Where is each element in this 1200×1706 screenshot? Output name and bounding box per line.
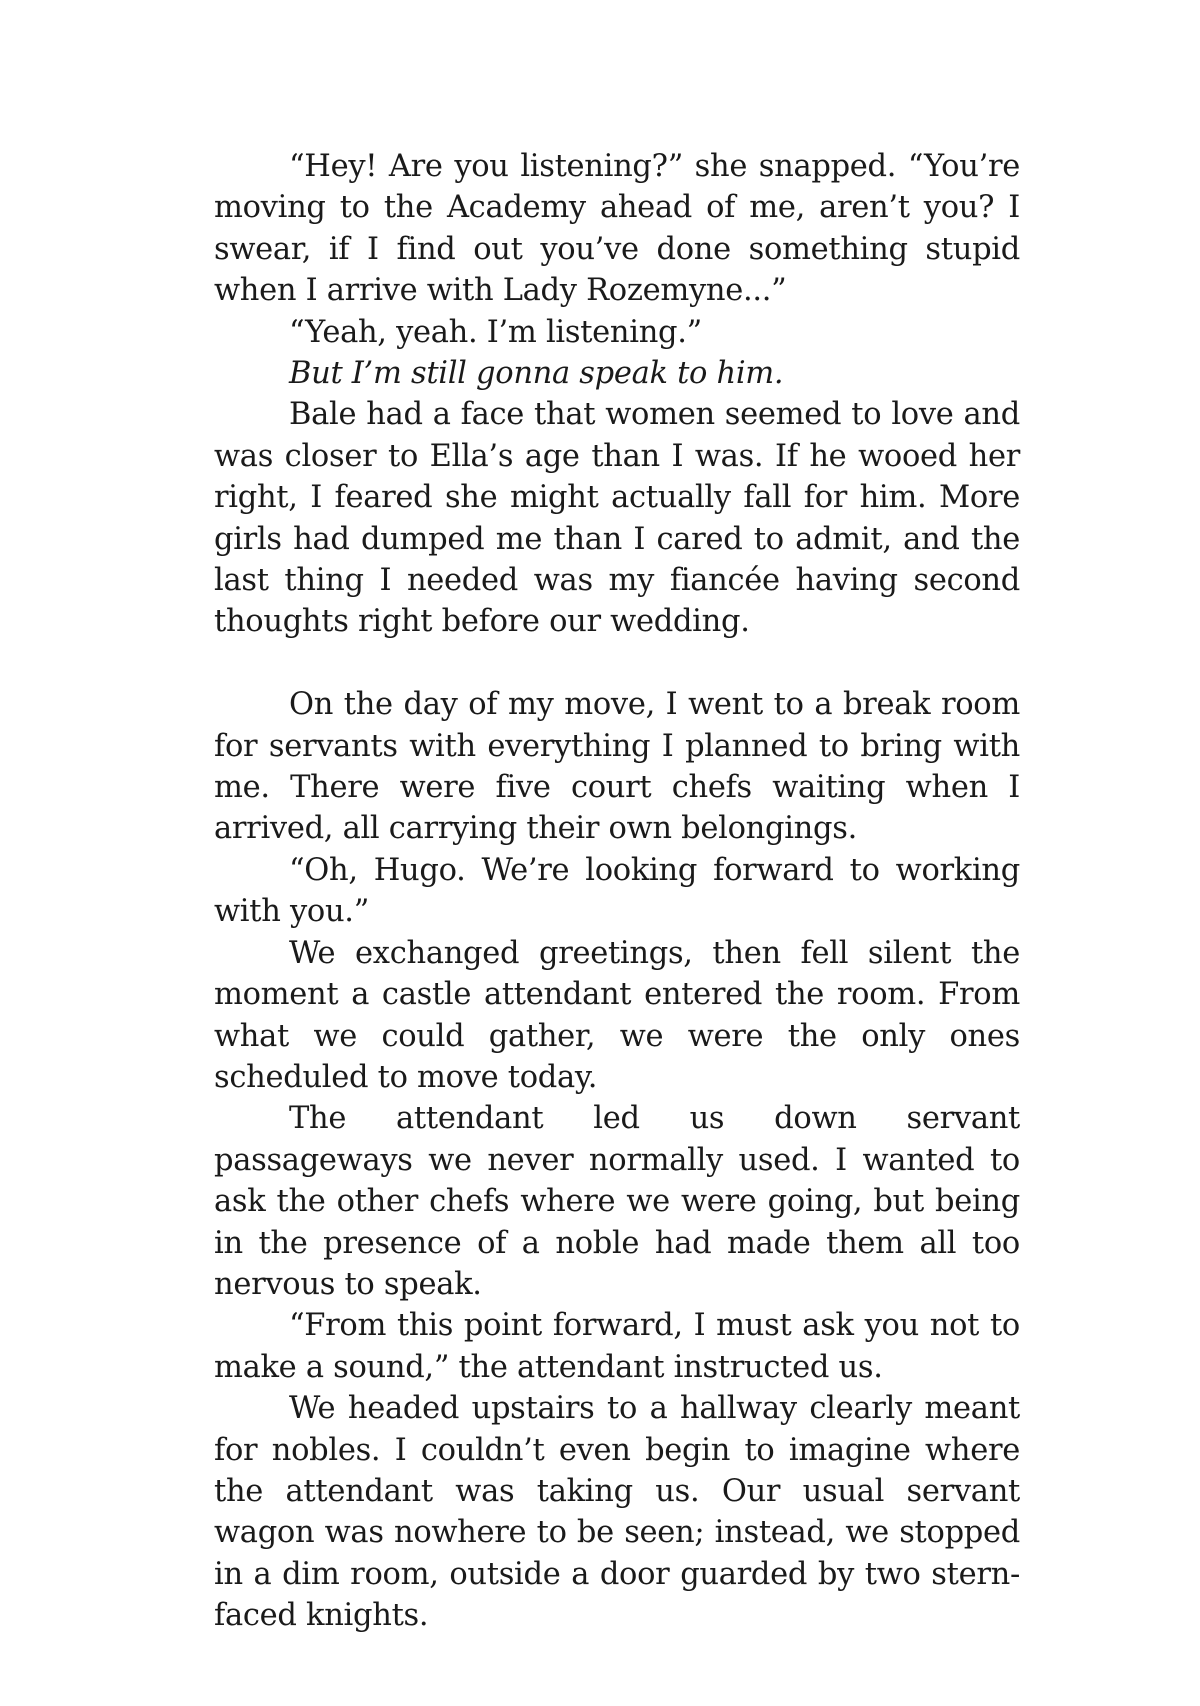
scene-break — [214, 643, 1020, 684]
paragraph: The attendant led us down servant passageways we never normally used. I wanted to ask the other chefs where we were going, but being in the presence of a noble had made them all too nervous to speak. — [214, 1101, 1020, 1302]
body-text — [214, 146, 1020, 1637]
paragraph: Bale had a face that women seemed to love and was closer to Ella’s age than I was. If he wooed her right, I feared she might actually fall for him. More girls had dumped me than I cared to admit, and the last thing I needed was my fiancée having second thoughts right before our wedding. — [214, 397, 1020, 640]
paragraph: On the day of my move, I went to a break room for servants with everything I planned to bring with me. There were five court chefs waiting when I arrived, all carrying their own belongings. — [214, 687, 1020, 847]
paragraph: “Hey! Are you listening?” she snapped. “You’re moving to the Academy ahead of me, aren’t you? I swear, if I find out you’ve done something stupid when I arrive with Lady Rozemyne...” — [214, 149, 1020, 309]
paragraph: “Oh, Hugo. We’re looking forward to working with you.” — [214, 852, 1020, 930]
paragraph: We exchanged greetings, then fell silent the moment a castle attendant entered the room. From what we could gather, we were the only ones scheduled to move today. — [214, 935, 1020, 1095]
paragraph: “Yeah, yeah. I’m listening.” — [289, 314, 702, 350]
paragraph: “From this point forward, I must ask you not to make a sound,” the attendant instructed us. — [214, 1308, 1020, 1385]
paragraph: We headed upstairs to a hallway clearly meant for nobles. I couldn’t even begin to imagine where the attendant was taking us. Our usual servant wagon was nowhere to be seen; instead, we stopped in a dim room, outside a door guarded by two stern-faced knights. — [214, 1391, 1020, 1634]
paragraph-italic-thought: But I’m still gonna speak to him. — [289, 356, 784, 392]
